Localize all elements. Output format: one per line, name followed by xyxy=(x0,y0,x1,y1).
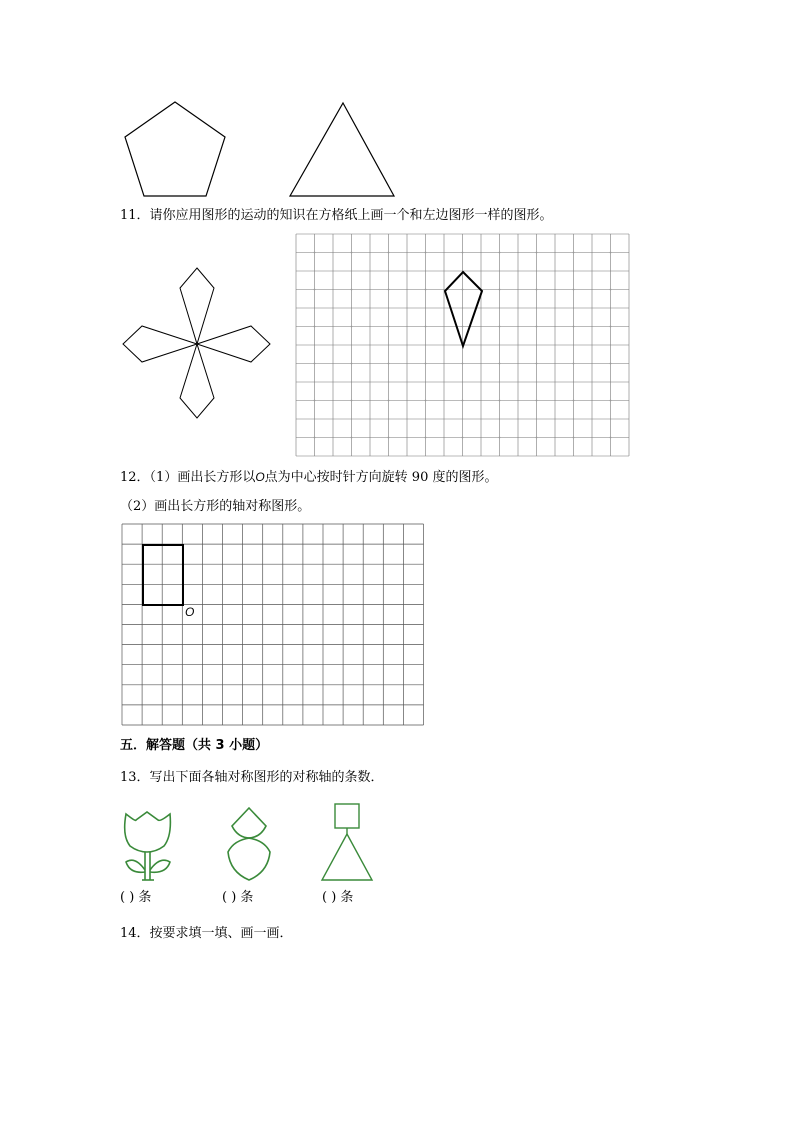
four-kite-figure xyxy=(120,265,274,421)
q12-text-b: 点为中心按时针方向旋转 90 度的图形。 xyxy=(264,470,498,485)
blank-answer-3[interactable]: ( ) 条 xyxy=(322,890,354,905)
q12-point-o: O xyxy=(255,470,265,484)
q11-drawing-grid[interactable] xyxy=(296,234,630,458)
square-triangle-figure xyxy=(320,802,376,882)
q12-drawing-grid[interactable] xyxy=(122,524,427,728)
kite-shape xyxy=(445,272,482,346)
pentagon-figure xyxy=(120,100,230,200)
section-5-title: 五．解答题（共 3 小题） xyxy=(120,738,269,753)
question-14-text: 14．按要求填一填、画一画． xyxy=(120,926,293,941)
question-12-line-1 xyxy=(120,469,497,486)
question-12-line-2: （2）画出长方形的轴对称图形。 xyxy=(120,499,311,514)
triangle-figure xyxy=(286,100,398,200)
point-o-label: O xyxy=(185,605,195,619)
blank-answer-1[interactable]: ( ) 条 xyxy=(120,890,152,905)
question-13-text: 13．写出下面各轴对称图形的对称轴的条数． xyxy=(120,770,384,785)
q12-text-a: 12．（1）画出长方形以 xyxy=(120,470,256,485)
question-11-text: 11．请你应用图形的运动的知识在方格纸上画一个和左边图形一样的图形。 xyxy=(120,208,553,223)
leaf-symmetric-figure xyxy=(220,806,278,882)
blank-answer-2[interactable]: ( ) 条 xyxy=(222,890,254,905)
tulip-figure xyxy=(120,810,176,882)
rectangle-shape xyxy=(143,545,183,605)
